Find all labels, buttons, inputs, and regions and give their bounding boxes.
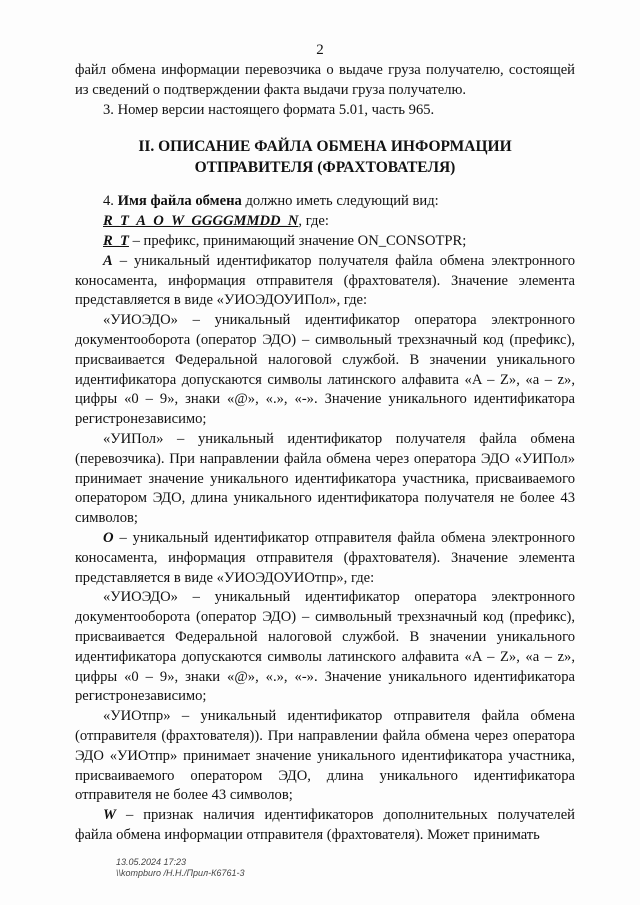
section-heading — [75, 136, 575, 178]
section-heading-line-2: ОТПРАВИТЕЛЯ (ФРАХТОВАТЕЛЯ) — [194, 159, 456, 177]
paragraph-filename — [75, 192, 575, 212]
def-w: – признак наличия идентификаторов дополнительных получателей файла обмена информации отправителя (фрахтователя). Может принимать — [75, 807, 575, 843]
filename-pattern-line — [75, 212, 575, 232]
definition-rt — [75, 232, 575, 252]
definition-a-uipol: «УИПол» – уникальный идентификатор получателя файла обмена (перевозчика). При направлении файла обмена через оператора ЭДО «УИПол» принимает значение уникального идентификатора участника, присваиваемого оператором ЭДО, длина уникального идентификатора получателя не более 43 символов; — [75, 430, 575, 527]
paragraph-continuation: файл обмена информации перевозчика о выдаче груза получателю, состоящей из сведений о подтверждении факта выдачи груза получателю. — [75, 62, 575, 98]
section-heading-line-1: II. ОПИСАНИЕ ФАЙЛА ОБМЕНА ИНФОРМАЦИИ — [138, 138, 512, 156]
definition-a-edo: «УИОЭДО» – уникальный идентификатор оператора электронного документооборота (оператор ЭДО) – символьный трехзначный код (префикс), присваивается Федеральной налоговой службой. В значении уникального идентификатора допускаются символы латинского алфавита «A – Z», «a – z», цифры «0 – 9», знаки «@», «.», «-». Значение уникального идентификатора регистронезависимо; — [75, 312, 575, 428]
def-rt: – префикс, принимающий значение ON_CONSOTPR; — [128, 232, 467, 249]
footer-stamp — [116, 857, 244, 879]
paragraph-version: 3. Номер версии настоящего формата 5.01, часть 965. — [103, 101, 435, 118]
filename-term: Имя файла обмена — [117, 193, 242, 210]
definition-w — [75, 806, 575, 846]
definition-o-edo: «УИОЭДО» – уникальный идентификатор оператора электронного документооборота (оператор ЭДО) – символьный трехзначный код (префикс), присваивается Федеральной налоговой службой. В значении уникального идентификатора допускаются символы латинского алфавита «A – Z», «a – z», цифры «0 – 9», знаки «@», «.», «-». Значение уникального идентификатора регистронезависимо; — [75, 589, 575, 705]
term-w: W — [103, 807, 116, 824]
term-a: A — [103, 252, 113, 269]
document-body — [75, 61, 575, 846]
page-number: 2 — [316, 42, 324, 58]
filename-pattern: R_T_A_O_W_GGGGMMDD_N — [103, 213, 299, 230]
filename-rest: должно иметь следующий вид: — [241, 193, 439, 210]
footer-path: \\kompburo /Н.Н./Прил-К6761-3 — [116, 868, 245, 878]
term-o: O — [103, 529, 114, 546]
item-number: 4. — [103, 193, 114, 210]
filename-pattern-tail: , где: — [298, 213, 329, 230]
definition-o-uiotpr: «УИОтпр» – уникальный идентификатор отправителя файла обмена (отправителя (фрахтователя)). При направлении файла обмена через оператора ЭДО «УИОтпр» принимает значение уникального идентификатора участника, присваиваемого оператором ЭДО, длина уникального идентификатора отправителя не более 43 символов; — [75, 708, 575, 804]
def-o: – уникальный идентификатор отправителя файла обмена электронного коносамента, информация отправителя (фрахтователя). Значение элемента представляется в виде «УИОЭДОУИОтпр», где: — [75, 529, 575, 586]
footer-date: 13.05.2024 17:23 — [116, 857, 187, 867]
def-a: – уникальный идентификатор получателя файла обмена электронного коносамента, информация отправителя (фрахтователя). Значение элемента представляется в виде «УИОЭДОУИПол», где: — [75, 252, 575, 309]
definition-o — [75, 529, 575, 588]
term-rt: R_T — [103, 232, 129, 249]
definition-a — [75, 252, 575, 311]
